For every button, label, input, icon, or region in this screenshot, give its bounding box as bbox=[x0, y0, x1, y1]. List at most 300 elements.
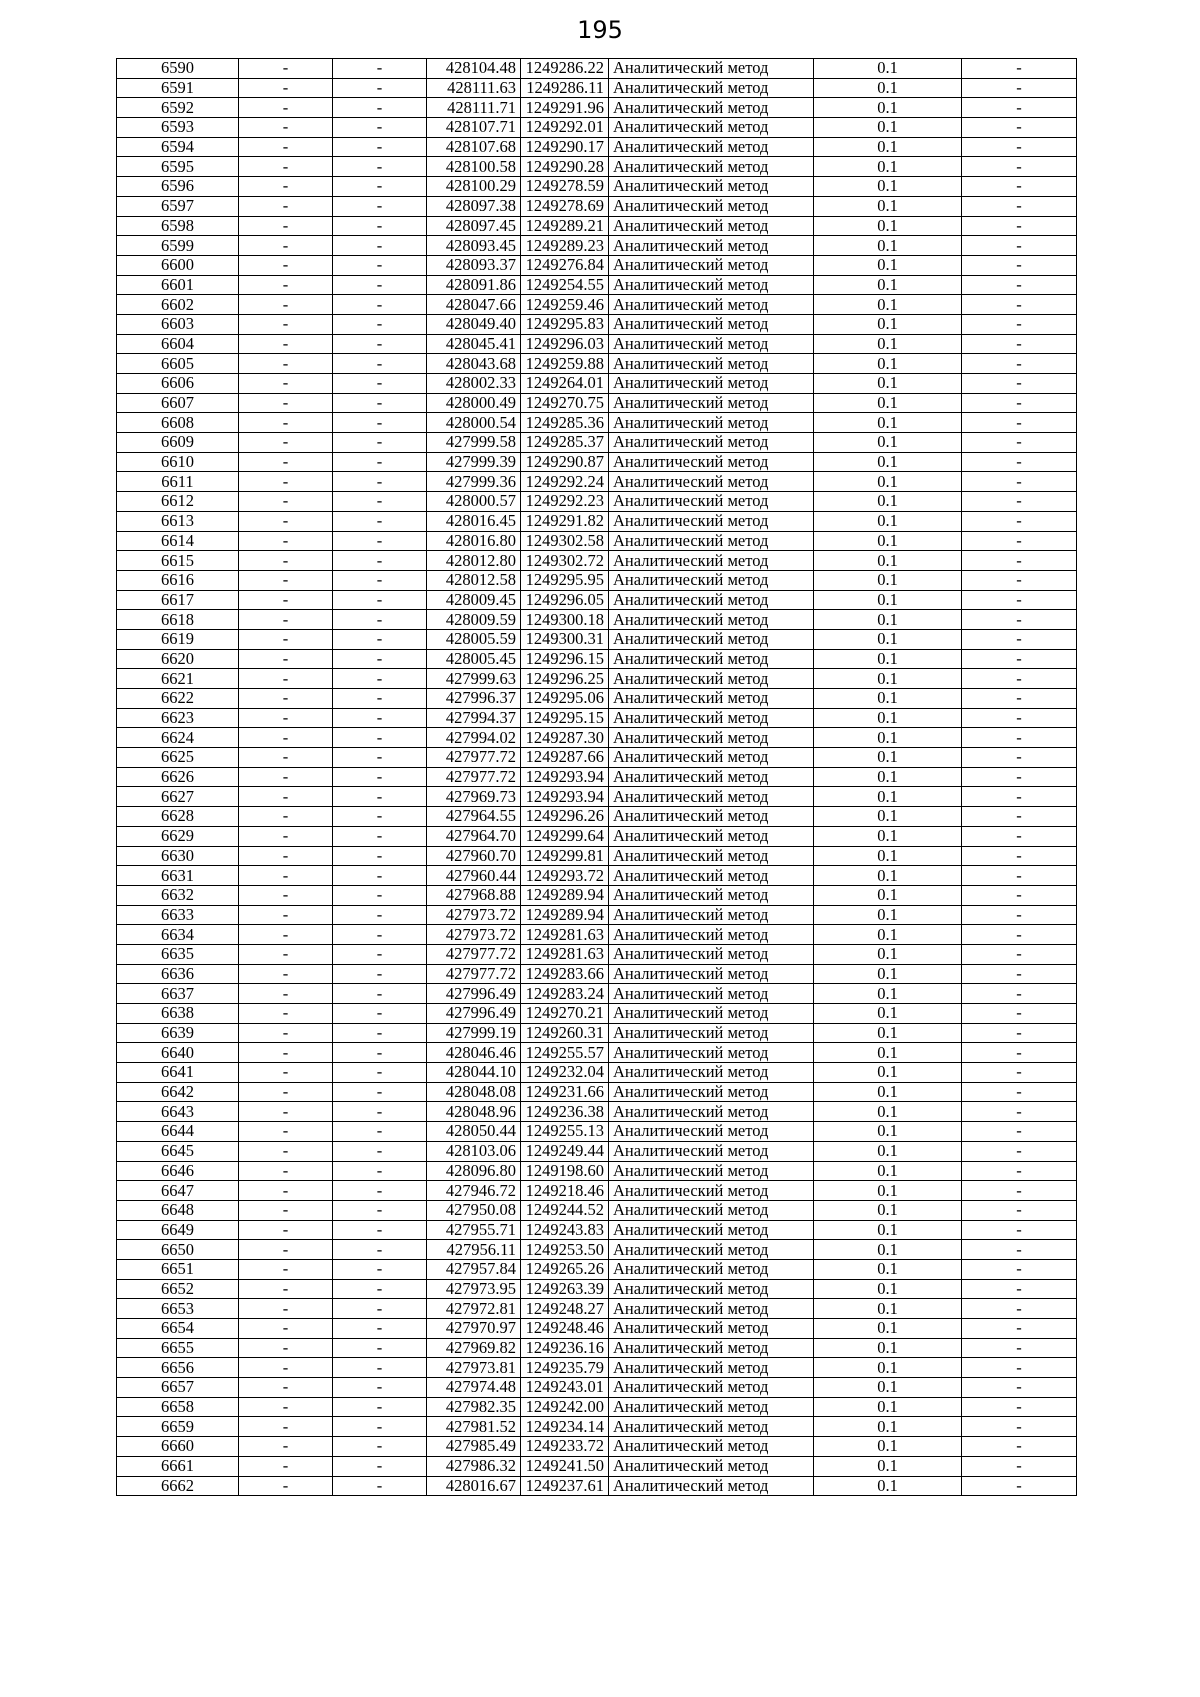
y-coordinate-cell: 1249233.72 bbox=[521, 1437, 609, 1457]
x-coordinate-cell: 427999.19 bbox=[427, 1023, 521, 1043]
x-coordinate-cell: 428016.80 bbox=[427, 531, 521, 551]
dash-cell: - bbox=[962, 177, 1077, 197]
x-coordinate-cell: 428012.80 bbox=[427, 551, 521, 571]
dash-cell: - bbox=[962, 511, 1077, 531]
y-coordinate-cell: 1249295.06 bbox=[521, 689, 609, 709]
dash-cell: - bbox=[239, 511, 333, 531]
x-coordinate-cell: 428093.37 bbox=[427, 255, 521, 275]
accuracy-cell: 0.1 bbox=[814, 255, 962, 275]
dash-cell: - bbox=[239, 59, 333, 79]
dash-cell: - bbox=[333, 255, 427, 275]
dash-cell: - bbox=[333, 511, 427, 531]
point-number-cell: 6604 bbox=[117, 334, 239, 354]
method-cell: Аналитический метод bbox=[609, 1200, 814, 1220]
dash-cell: - bbox=[239, 433, 333, 453]
method-cell: Аналитический метод bbox=[609, 531, 814, 551]
point-number-cell: 6662 bbox=[117, 1476, 239, 1496]
dash-cell: - bbox=[962, 1338, 1077, 1358]
accuracy-cell: 0.1 bbox=[814, 905, 962, 925]
dash-cell: - bbox=[333, 1378, 427, 1398]
x-coordinate-cell: 428044.10 bbox=[427, 1063, 521, 1083]
method-cell: Аналитический метод bbox=[609, 433, 814, 453]
dash-cell: - bbox=[333, 866, 427, 886]
accuracy-cell: 0.1 bbox=[814, 1279, 962, 1299]
table-row bbox=[117, 964, 1077, 984]
accuracy-cell: 0.1 bbox=[814, 1319, 962, 1339]
dash-cell: - bbox=[333, 610, 427, 630]
dash-cell: - bbox=[333, 374, 427, 394]
accuracy-cell: 0.1 bbox=[814, 433, 962, 453]
accuracy-cell: 0.1 bbox=[814, 1259, 962, 1279]
x-coordinate-cell: 428005.45 bbox=[427, 649, 521, 669]
point-number-cell: 6634 bbox=[117, 925, 239, 945]
dash-cell: - bbox=[962, 334, 1077, 354]
accuracy-cell: 0.1 bbox=[814, 629, 962, 649]
dash-cell: - bbox=[333, 177, 427, 197]
table-row bbox=[117, 531, 1077, 551]
x-coordinate-cell: 427974.48 bbox=[427, 1378, 521, 1398]
point-number-cell: 6615 bbox=[117, 551, 239, 571]
method-cell: Аналитический метод bbox=[609, 354, 814, 374]
y-coordinate-cell: 1249283.24 bbox=[521, 984, 609, 1004]
table-row bbox=[117, 472, 1077, 492]
dash-cell: - bbox=[962, 531, 1077, 551]
accuracy-cell: 0.1 bbox=[814, 1004, 962, 1024]
dash-cell: - bbox=[239, 452, 333, 472]
table-row bbox=[117, 590, 1077, 610]
dash-cell: - bbox=[333, 1043, 427, 1063]
x-coordinate-cell: 427970.97 bbox=[427, 1319, 521, 1339]
dash-cell: - bbox=[239, 925, 333, 945]
y-coordinate-cell: 1249259.88 bbox=[521, 354, 609, 374]
method-cell: Аналитический метод bbox=[609, 59, 814, 79]
dash-cell: - bbox=[239, 1240, 333, 1260]
dash-cell: - bbox=[962, 807, 1077, 827]
y-coordinate-cell: 1249236.16 bbox=[521, 1338, 609, 1358]
method-cell: Аналитический метод bbox=[609, 826, 814, 846]
x-coordinate-cell: 428005.59 bbox=[427, 629, 521, 649]
dash-cell: - bbox=[333, 1319, 427, 1339]
dash-cell: - bbox=[962, 236, 1077, 256]
dash-cell: - bbox=[333, 1004, 427, 1024]
table-row bbox=[117, 944, 1077, 964]
table-row bbox=[117, 275, 1077, 295]
table-row bbox=[117, 610, 1077, 630]
x-coordinate-cell: 427999.63 bbox=[427, 669, 521, 689]
dash-cell: - bbox=[962, 1023, 1077, 1043]
dash-cell: - bbox=[333, 984, 427, 1004]
y-coordinate-cell: 1249286.11 bbox=[521, 78, 609, 98]
y-coordinate-cell: 1249283.66 bbox=[521, 964, 609, 984]
dash-cell: - bbox=[239, 1023, 333, 1043]
point-number-cell: 6641 bbox=[117, 1063, 239, 1083]
table-row bbox=[117, 1082, 1077, 1102]
dash-cell: - bbox=[239, 295, 333, 315]
point-number-cell: 6651 bbox=[117, 1259, 239, 1279]
table-row bbox=[117, 1200, 1077, 1220]
x-coordinate-cell: 427955.71 bbox=[427, 1220, 521, 1240]
table-row bbox=[117, 157, 1077, 177]
dash-cell: - bbox=[239, 393, 333, 413]
method-cell: Аналитический метод bbox=[609, 728, 814, 748]
accuracy-cell: 0.1 bbox=[814, 1161, 962, 1181]
dash-cell: - bbox=[962, 413, 1077, 433]
dash-cell: - bbox=[333, 1456, 427, 1476]
table-row bbox=[117, 374, 1077, 394]
point-number-cell: 6620 bbox=[117, 649, 239, 669]
dash-cell: - bbox=[333, 531, 427, 551]
x-coordinate-cell: 427964.55 bbox=[427, 807, 521, 827]
dash-cell: - bbox=[333, 689, 427, 709]
dash-cell: - bbox=[239, 118, 333, 138]
y-coordinate-cell: 1249254.55 bbox=[521, 275, 609, 295]
dash-cell: - bbox=[962, 452, 1077, 472]
accuracy-cell: 0.1 bbox=[814, 1456, 962, 1476]
method-cell: Аналитический метод bbox=[609, 1476, 814, 1496]
dash-cell: - bbox=[962, 728, 1077, 748]
dash-cell: - bbox=[962, 275, 1077, 295]
point-number-cell: 6633 bbox=[117, 905, 239, 925]
x-coordinate-cell: 427999.58 bbox=[427, 433, 521, 453]
y-coordinate-cell: 1249295.83 bbox=[521, 314, 609, 334]
dash-cell: - bbox=[962, 1437, 1077, 1457]
accuracy-cell: 0.1 bbox=[814, 1397, 962, 1417]
dash-cell: - bbox=[333, 846, 427, 866]
point-number-cell: 6610 bbox=[117, 452, 239, 472]
method-cell: Аналитический метод bbox=[609, 472, 814, 492]
method-cell: Аналитический метод bbox=[609, 1358, 814, 1378]
point-number-cell: 6616 bbox=[117, 570, 239, 590]
dash-cell: - bbox=[239, 334, 333, 354]
dash-cell: - bbox=[333, 1181, 427, 1201]
method-cell: Аналитический метод bbox=[609, 551, 814, 571]
y-coordinate-cell: 1249300.31 bbox=[521, 629, 609, 649]
accuracy-cell: 0.1 bbox=[814, 1181, 962, 1201]
table-row bbox=[117, 1338, 1077, 1358]
dash-cell: - bbox=[962, 866, 1077, 886]
y-coordinate-cell: 1249244.52 bbox=[521, 1200, 609, 1220]
dash-cell: - bbox=[239, 1338, 333, 1358]
accuracy-cell: 0.1 bbox=[814, 78, 962, 98]
dash-cell: - bbox=[962, 1279, 1077, 1299]
dash-cell: - bbox=[333, 905, 427, 925]
dash-cell: - bbox=[333, 1299, 427, 1319]
accuracy-cell: 0.1 bbox=[814, 925, 962, 945]
accuracy-cell: 0.1 bbox=[814, 1122, 962, 1142]
x-coordinate-cell: 427973.81 bbox=[427, 1358, 521, 1378]
y-coordinate-cell: 1249296.15 bbox=[521, 649, 609, 669]
table-row bbox=[117, 137, 1077, 157]
method-cell: Аналитический метод bbox=[609, 314, 814, 334]
method-cell: Аналитический метод bbox=[609, 216, 814, 236]
y-coordinate-cell: 1249234.14 bbox=[521, 1417, 609, 1437]
dash-cell: - bbox=[239, 905, 333, 925]
method-cell: Аналитический метод bbox=[609, 885, 814, 905]
dash-cell: - bbox=[239, 610, 333, 630]
x-coordinate-cell: 427996.49 bbox=[427, 1004, 521, 1024]
dash-cell: - bbox=[239, 826, 333, 846]
y-coordinate-cell: 1249237.61 bbox=[521, 1476, 609, 1496]
y-coordinate-cell: 1249232.04 bbox=[521, 1063, 609, 1083]
y-coordinate-cell: 1249290.17 bbox=[521, 137, 609, 157]
method-cell: Аналитический метод bbox=[609, 1122, 814, 1142]
method-cell: Аналитический метод bbox=[609, 1299, 814, 1319]
y-coordinate-cell: 1249281.63 bbox=[521, 925, 609, 945]
accuracy-cell: 0.1 bbox=[814, 196, 962, 216]
dash-cell: - bbox=[333, 492, 427, 512]
dash-cell: - bbox=[333, 1141, 427, 1161]
dash-cell: - bbox=[962, 374, 1077, 394]
x-coordinate-cell: 428097.38 bbox=[427, 196, 521, 216]
table-row bbox=[117, 1299, 1077, 1319]
dash-cell: - bbox=[333, 137, 427, 157]
table-row bbox=[117, 1220, 1077, 1240]
dash-cell: - bbox=[962, 984, 1077, 1004]
point-number-cell: 6595 bbox=[117, 157, 239, 177]
dash-cell: - bbox=[239, 846, 333, 866]
method-cell: Аналитический метод bbox=[609, 610, 814, 630]
dash-cell: - bbox=[962, 629, 1077, 649]
method-cell: Аналитический метод bbox=[609, 689, 814, 709]
point-number-cell: 6593 bbox=[117, 118, 239, 138]
accuracy-cell: 0.1 bbox=[814, 984, 962, 1004]
dash-cell: - bbox=[962, 767, 1077, 787]
x-coordinate-cell: 428097.45 bbox=[427, 216, 521, 236]
table-row bbox=[117, 1063, 1077, 1083]
dash-cell: - bbox=[962, 1043, 1077, 1063]
dash-cell: - bbox=[239, 314, 333, 334]
y-coordinate-cell: 1249296.26 bbox=[521, 807, 609, 827]
table-row bbox=[117, 196, 1077, 216]
method-cell: Аналитический метод bbox=[609, 1397, 814, 1417]
method-cell: Аналитический метод bbox=[609, 925, 814, 945]
x-coordinate-cell: 427999.39 bbox=[427, 452, 521, 472]
accuracy-cell: 0.1 bbox=[814, 1102, 962, 1122]
dash-cell: - bbox=[239, 570, 333, 590]
dash-cell: - bbox=[239, 1063, 333, 1083]
table-row bbox=[117, 1043, 1077, 1063]
dash-cell: - bbox=[962, 964, 1077, 984]
table-row bbox=[117, 1259, 1077, 1279]
method-cell: Аналитический метод bbox=[609, 413, 814, 433]
y-coordinate-cell: 1249231.66 bbox=[521, 1082, 609, 1102]
dash-cell: - bbox=[239, 767, 333, 787]
x-coordinate-cell: 427981.52 bbox=[427, 1417, 521, 1437]
point-number-cell: 6650 bbox=[117, 1240, 239, 1260]
table-row bbox=[117, 1023, 1077, 1043]
y-coordinate-cell: 1249295.15 bbox=[521, 708, 609, 728]
dash-cell: - bbox=[239, 728, 333, 748]
dash-cell: - bbox=[962, 826, 1077, 846]
x-coordinate-cell: 427968.88 bbox=[427, 885, 521, 905]
method-cell: Аналитический метод bbox=[609, 905, 814, 925]
table-row bbox=[117, 314, 1077, 334]
table-row bbox=[117, 59, 1077, 79]
x-coordinate-cell: 428091.86 bbox=[427, 275, 521, 295]
y-coordinate-cell: 1249302.72 bbox=[521, 551, 609, 571]
accuracy-cell: 0.1 bbox=[814, 1200, 962, 1220]
accuracy-cell: 0.1 bbox=[814, 610, 962, 630]
method-cell: Аналитический метод bbox=[609, 511, 814, 531]
table-row bbox=[117, 1102, 1077, 1122]
accuracy-cell: 0.1 bbox=[814, 472, 962, 492]
y-coordinate-cell: 1249291.96 bbox=[521, 98, 609, 118]
dash-cell: - bbox=[962, 1476, 1077, 1496]
dash-cell: - bbox=[333, 1417, 427, 1437]
accuracy-cell: 0.1 bbox=[814, 728, 962, 748]
x-coordinate-cell: 428107.68 bbox=[427, 137, 521, 157]
accuracy-cell: 0.1 bbox=[814, 708, 962, 728]
accuracy-cell: 0.1 bbox=[814, 944, 962, 964]
table-row bbox=[117, 511, 1077, 531]
dash-cell: - bbox=[333, 216, 427, 236]
dash-cell: - bbox=[239, 1358, 333, 1378]
point-number-cell: 6638 bbox=[117, 1004, 239, 1024]
point-number-cell: 6597 bbox=[117, 196, 239, 216]
dash-cell: - bbox=[962, 1397, 1077, 1417]
table-row bbox=[117, 177, 1077, 197]
dash-cell: - bbox=[239, 1437, 333, 1457]
x-coordinate-cell: 428002.33 bbox=[427, 374, 521, 394]
point-number-cell: 6649 bbox=[117, 1220, 239, 1240]
method-cell: Аналитический метод bbox=[609, 196, 814, 216]
x-coordinate-cell: 428000.57 bbox=[427, 492, 521, 512]
dash-cell: - bbox=[962, 1378, 1077, 1398]
dash-cell: - bbox=[333, 157, 427, 177]
point-number-cell: 6603 bbox=[117, 314, 239, 334]
point-number-cell: 6621 bbox=[117, 669, 239, 689]
dash-cell: - bbox=[962, 472, 1077, 492]
x-coordinate-cell: 427994.02 bbox=[427, 728, 521, 748]
dash-cell: - bbox=[962, 1417, 1077, 1437]
y-coordinate-cell: 1249248.46 bbox=[521, 1319, 609, 1339]
point-number-cell: 6611 bbox=[117, 472, 239, 492]
table-row bbox=[117, 98, 1077, 118]
x-coordinate-cell: 428047.66 bbox=[427, 295, 521, 315]
x-coordinate-cell: 427977.72 bbox=[427, 944, 521, 964]
x-coordinate-cell: 427996.37 bbox=[427, 689, 521, 709]
table-row bbox=[117, 1181, 1077, 1201]
table-row bbox=[117, 1279, 1077, 1299]
dash-cell: - bbox=[333, 570, 427, 590]
y-coordinate-cell: 1249302.58 bbox=[521, 531, 609, 551]
dash-cell: - bbox=[333, 433, 427, 453]
point-number-cell: 6617 bbox=[117, 590, 239, 610]
point-number-cell: 6590 bbox=[117, 59, 239, 79]
dash-cell: - bbox=[333, 885, 427, 905]
dash-cell: - bbox=[333, 1259, 427, 1279]
y-coordinate-cell: 1249243.01 bbox=[521, 1378, 609, 1398]
method-cell: Аналитический метод bbox=[609, 78, 814, 98]
y-coordinate-cell: 1249293.94 bbox=[521, 767, 609, 787]
y-coordinate-cell: 1249270.75 bbox=[521, 393, 609, 413]
x-coordinate-cell: 427977.72 bbox=[427, 964, 521, 984]
accuracy-cell: 0.1 bbox=[814, 531, 962, 551]
method-cell: Аналитический метод bbox=[609, 236, 814, 256]
accuracy-cell: 0.1 bbox=[814, 748, 962, 768]
dash-cell: - bbox=[333, 826, 427, 846]
dash-cell: - bbox=[962, 748, 1077, 768]
accuracy-cell: 0.1 bbox=[814, 964, 962, 984]
dash-cell: - bbox=[333, 393, 427, 413]
dash-cell: - bbox=[333, 118, 427, 138]
dash-cell: - bbox=[239, 1319, 333, 1339]
dash-cell: - bbox=[239, 787, 333, 807]
accuracy-cell: 0.1 bbox=[814, 236, 962, 256]
x-coordinate-cell: 427973.72 bbox=[427, 905, 521, 925]
dash-cell: - bbox=[239, 78, 333, 98]
y-coordinate-cell: 1249287.30 bbox=[521, 728, 609, 748]
table-row bbox=[117, 905, 1077, 925]
accuracy-cell: 0.1 bbox=[814, 1299, 962, 1319]
y-coordinate-cell: 1249293.94 bbox=[521, 787, 609, 807]
method-cell: Аналитический метод bbox=[609, 669, 814, 689]
dash-cell: - bbox=[333, 669, 427, 689]
dash-cell: - bbox=[239, 1141, 333, 1161]
point-number-cell: 6612 bbox=[117, 492, 239, 512]
dash-cell: - bbox=[333, 629, 427, 649]
dash-cell: - bbox=[239, 492, 333, 512]
dash-cell: - bbox=[239, 984, 333, 1004]
dash-cell: - bbox=[239, 1476, 333, 1496]
dash-cell: - bbox=[962, 1358, 1077, 1378]
y-coordinate-cell: 1249278.69 bbox=[521, 196, 609, 216]
accuracy-cell: 0.1 bbox=[814, 118, 962, 138]
x-coordinate-cell: 428111.63 bbox=[427, 78, 521, 98]
point-number-cell: 6643 bbox=[117, 1102, 239, 1122]
dash-cell: - bbox=[962, 216, 1077, 236]
dash-cell: - bbox=[239, 1161, 333, 1181]
dash-cell: - bbox=[962, 1299, 1077, 1319]
dash-cell: - bbox=[239, 275, 333, 295]
dash-cell: - bbox=[333, 944, 427, 964]
accuracy-cell: 0.1 bbox=[814, 511, 962, 531]
x-coordinate-cell: 428103.06 bbox=[427, 1141, 521, 1161]
point-number-cell: 6594 bbox=[117, 137, 239, 157]
y-coordinate-cell: 1249255.13 bbox=[521, 1122, 609, 1142]
point-number-cell: 6645 bbox=[117, 1141, 239, 1161]
method-cell: Аналитический метод bbox=[609, 1043, 814, 1063]
point-number-cell: 6623 bbox=[117, 708, 239, 728]
x-coordinate-cell: 428049.40 bbox=[427, 314, 521, 334]
point-number-cell: 6619 bbox=[117, 629, 239, 649]
dash-cell: - bbox=[333, 1358, 427, 1378]
dash-cell: - bbox=[962, 944, 1077, 964]
y-coordinate-cell: 1249300.18 bbox=[521, 610, 609, 630]
method-cell: Аналитический метод bbox=[609, 1437, 814, 1457]
accuracy-cell: 0.1 bbox=[814, 413, 962, 433]
dash-cell: - bbox=[239, 255, 333, 275]
table-row bbox=[117, 1240, 1077, 1260]
method-cell: Аналитический метод bbox=[609, 1082, 814, 1102]
table-row bbox=[117, 1319, 1077, 1339]
table-row bbox=[117, 255, 1077, 275]
x-coordinate-cell: 427972.81 bbox=[427, 1299, 521, 1319]
table-row bbox=[117, 1161, 1077, 1181]
x-coordinate-cell: 427950.08 bbox=[427, 1200, 521, 1220]
x-coordinate-cell: 427973.95 bbox=[427, 1279, 521, 1299]
method-cell: Аналитический метод bbox=[609, 137, 814, 157]
dash-cell: - bbox=[239, 1122, 333, 1142]
table-row bbox=[117, 767, 1077, 787]
table-row bbox=[117, 1378, 1077, 1398]
dash-cell: - bbox=[333, 236, 427, 256]
accuracy-cell: 0.1 bbox=[814, 492, 962, 512]
table-row bbox=[117, 393, 1077, 413]
x-coordinate-cell: 428100.58 bbox=[427, 157, 521, 177]
accuracy-cell: 0.1 bbox=[814, 1141, 962, 1161]
y-coordinate-cell: 1249255.57 bbox=[521, 1043, 609, 1063]
